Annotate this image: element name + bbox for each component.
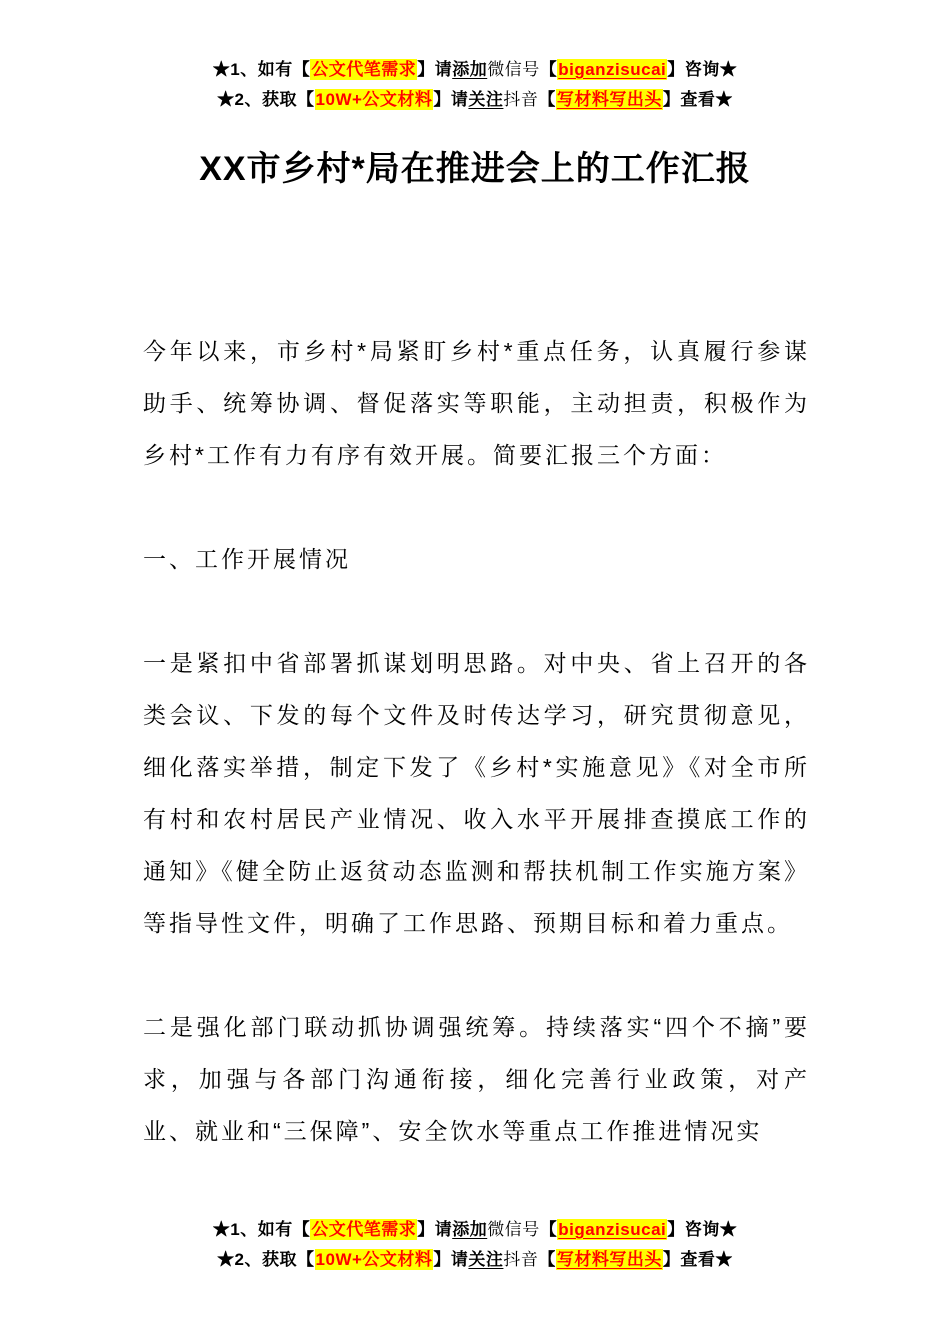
highlighted-promo-text: 公文代笔需求	[311, 60, 417, 79]
promo-text: ★1、如有【	[212, 60, 311, 79]
body-paragraph: 二是强化部门联动抓协调强统筹。持续落实“四个不摘”要求，加强与各部门沟通衔接，细化完善行业政策，对产业、就业和“三保障”、安全饮水等重点工作推进情况实	[143, 1014, 810, 1144]
promo-footer-line-2	[0, 1245, 950, 1275]
highlighted-promo-text: 写材料写出头	[556, 1250, 662, 1269]
highlighted-promo-text: biganzisucai	[558, 1220, 667, 1239]
promo-footer	[0, 1215, 950, 1344]
promo-text: 抖音	[503, 90, 539, 109]
promo-text: ★1、如有【	[212, 1220, 311, 1239]
promo-text: 】查看★	[662, 90, 733, 109]
section-heading: 一、工作开展情况	[143, 546, 351, 572]
promo-text: 】请	[433, 90, 469, 109]
promo-text: 添加	[452, 60, 488, 79]
document-title: XX市乡村*局在推进会上的工作汇报	[199, 150, 751, 188]
promo-text: 添加	[452, 1220, 488, 1239]
promo-text: 关注	[468, 90, 504, 109]
promo-text: 】请	[417, 1220, 453, 1239]
promo-text: 】查看★	[662, 1250, 733, 1269]
promo-header-line-2	[0, 85, 950, 115]
highlighted-promo-text: 10W+公文材料	[315, 90, 433, 109]
promo-text: 抖音	[503, 1250, 539, 1269]
promo-text: 】请	[433, 1250, 469, 1269]
body-paragraph: 一是紧扣中省部署抓谋划明思路。对中央、省上召开的各类会议、下发的每个文件及时传达学习，研究贯彻意见，细化落实举措，制定下发了《乡村*实施意见》《对全市所有村和农村居民产业情况、收入水平开展排查摸底工作的通知》《健全防止返贫动态监测和帮扶机制工作实施方案》等指导性文件，明确了工作思路、预期目标和着力重点。	[143, 650, 810, 936]
promo-text: 】咨询★	[667, 60, 738, 79]
promo-header	[0, 0, 950, 115]
promo-text: 微信号	[487, 60, 540, 79]
promo-text: 【	[538, 1250, 556, 1269]
promo-header-line-1	[0, 55, 950, 85]
promo-text: 【	[539, 60, 558, 79]
promo-text: 【	[538, 90, 556, 109]
highlighted-promo-text: 10W+公文材料	[315, 1250, 433, 1269]
highlighted-promo-text: 公文代笔需求	[311, 1220, 417, 1239]
promo-text: ★2、获取【	[217, 1250, 315, 1269]
promo-text: ★2、获取【	[217, 90, 315, 109]
document-body	[143, 325, 810, 1157]
promo-text: 微信号	[487, 1220, 540, 1239]
highlighted-promo-text: 写材料写出头	[556, 90, 662, 109]
body-paragraph: 今年以来，市乡村*局紧盯乡村*重点任务，认真履行参谋助手、统筹协调、督促落实等职能，主动担责，积极作为乡村*工作有力有序有效开展。简要汇报三个方面：	[143, 338, 810, 468]
highlighted-promo-text: biganzisucai	[558, 60, 667, 79]
promo-text: 【	[539, 1220, 558, 1239]
promo-text: 】咨询★	[667, 1220, 738, 1239]
promo-footer-line-1	[0, 1215, 950, 1245]
promo-text: 】请	[417, 60, 453, 79]
promo-text: 关注	[468, 1250, 504, 1269]
